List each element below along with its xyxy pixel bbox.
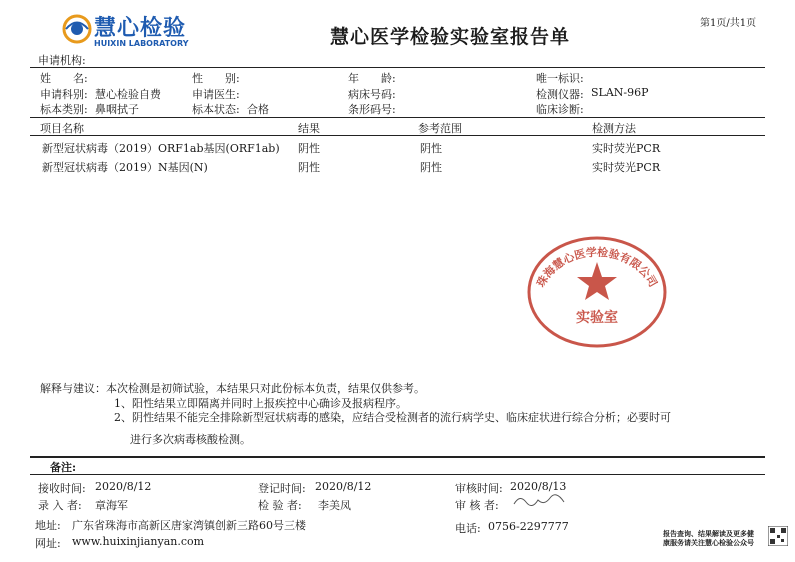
sample-type-label: 标本类别: <box>40 103 88 116</box>
remarks-label: 备注: <box>50 461 77 474</box>
logo-mark-icon <box>62 14 92 44</box>
side-note-2: 康服务请关注慧心检验公众号 <box>663 539 754 547</box>
sample-status-label: 标本状态: <box>192 103 240 116</box>
barcode-label: 条形码号: <box>348 103 396 116</box>
logo-cn: 慧心检验 <box>94 16 187 41</box>
seal-ring-text: 珠海慧心医学检验有限公司 <box>534 245 660 290</box>
received-value: 2020/8/12 <box>95 480 152 493</box>
institution-label: 申请机构: <box>38 54 86 67</box>
note-line-3: 2、阴性结果不能完全排除新型冠状病毒的感染，应结合受检测者的流行病学史、临床症状进行综合分析；必要时可 <box>114 411 671 424</box>
registered-label: 登记时间: <box>258 482 306 495</box>
reviewer-signature <box>512 492 572 510</box>
page-title: 慧心医学检验实验室报告单 <box>330 26 571 48</box>
col-header-reference: 参考范围 <box>418 122 462 135</box>
row-reference: 阴性 <box>420 161 442 174</box>
sample-status-value: 合格 <box>247 103 269 116</box>
address-label: 地址: <box>35 519 61 532</box>
entry-value: 章海军 <box>95 499 128 512</box>
name-label: 姓 名: <box>40 72 88 85</box>
age-label: 年 龄: <box>348 72 396 85</box>
star-icon <box>577 262 617 300</box>
logo-en: HUIXIN LABORATORY <box>94 39 189 48</box>
dept-label: 申请科别: <box>40 88 88 101</box>
uid-label: 唯一标识: <box>536 72 584 85</box>
row-item: 新型冠状病毒（2019）N基因(N) <box>42 161 208 174</box>
bed-label: 病床号码: <box>348 88 396 101</box>
instrument-value: SLAN-96P <box>591 86 649 99</box>
row-item: 新型冠状病毒（2019）ORF1ab基因(ORF1ab) <box>42 142 280 155</box>
instrument-label: 检测仪器: <box>536 88 584 101</box>
dept-value: 慧心检验自费 <box>95 88 161 101</box>
gender-label: 性 别: <box>192 72 240 85</box>
website-value[interactable]: www.huixinjianyan.com <box>72 535 205 548</box>
tester-value: 李美凤 <box>318 499 351 512</box>
row-method: 实时荧光PCR <box>592 161 661 174</box>
logo <box>62 10 202 52</box>
phone-value: 0756-2297777 <box>488 520 569 533</box>
note-line-4: 进行多次病毒核酸检测。 <box>130 433 251 446</box>
reviewed-value: 2020/8/13 <box>510 480 567 493</box>
registered-value: 2020/8/12 <box>315 480 372 493</box>
note-line-1: 解释与建议：本次检测是初筛试验，本结果只对此份标本负责，结果仅供参考。 <box>40 382 425 395</box>
tester-label: 检 验 者: <box>258 499 302 512</box>
received-label: 接收时间: <box>38 482 86 495</box>
address-value: 广东省珠海市高新区唐家湾镇创新三路60号三楼 <box>72 519 306 532</box>
page-info: 第1页/共1页 <box>700 18 757 29</box>
website-label: 网址: <box>35 537 61 550</box>
side-note-1: 报告查询、结果解读及更多健 <box>663 530 754 538</box>
qr-code-icon <box>768 526 788 546</box>
doctor-label: 申请医生: <box>192 88 240 101</box>
col-header-result: 结果 <box>298 122 320 135</box>
row-method: 实时荧光PCR <box>592 142 661 155</box>
col-header-item: 项目名称 <box>40 122 84 135</box>
reviewed-label: 审核时间: <box>455 482 503 495</box>
seal-center-text: 实验室 <box>576 310 618 326</box>
reviewer-label: 审 核 者: <box>455 499 499 512</box>
entry-label: 录 入 者: <box>38 499 82 512</box>
row-result: 阴性 <box>298 142 320 155</box>
note-line-2: 1、阳性结果立即隔离并同时上报疾控中心确诊及报病程序。 <box>114 397 407 410</box>
row-reference: 阴性 <box>420 142 442 155</box>
col-header-method: 检测方法 <box>592 122 636 135</box>
lab-seal-stamp <box>522 232 672 350</box>
row-result: 阴性 <box>298 161 320 174</box>
phone-label: 电话: <box>455 522 481 535</box>
diagnosis-label: 临床诊断: <box>536 103 584 116</box>
sample-type-value: 鼻咽拭子 <box>95 103 139 116</box>
